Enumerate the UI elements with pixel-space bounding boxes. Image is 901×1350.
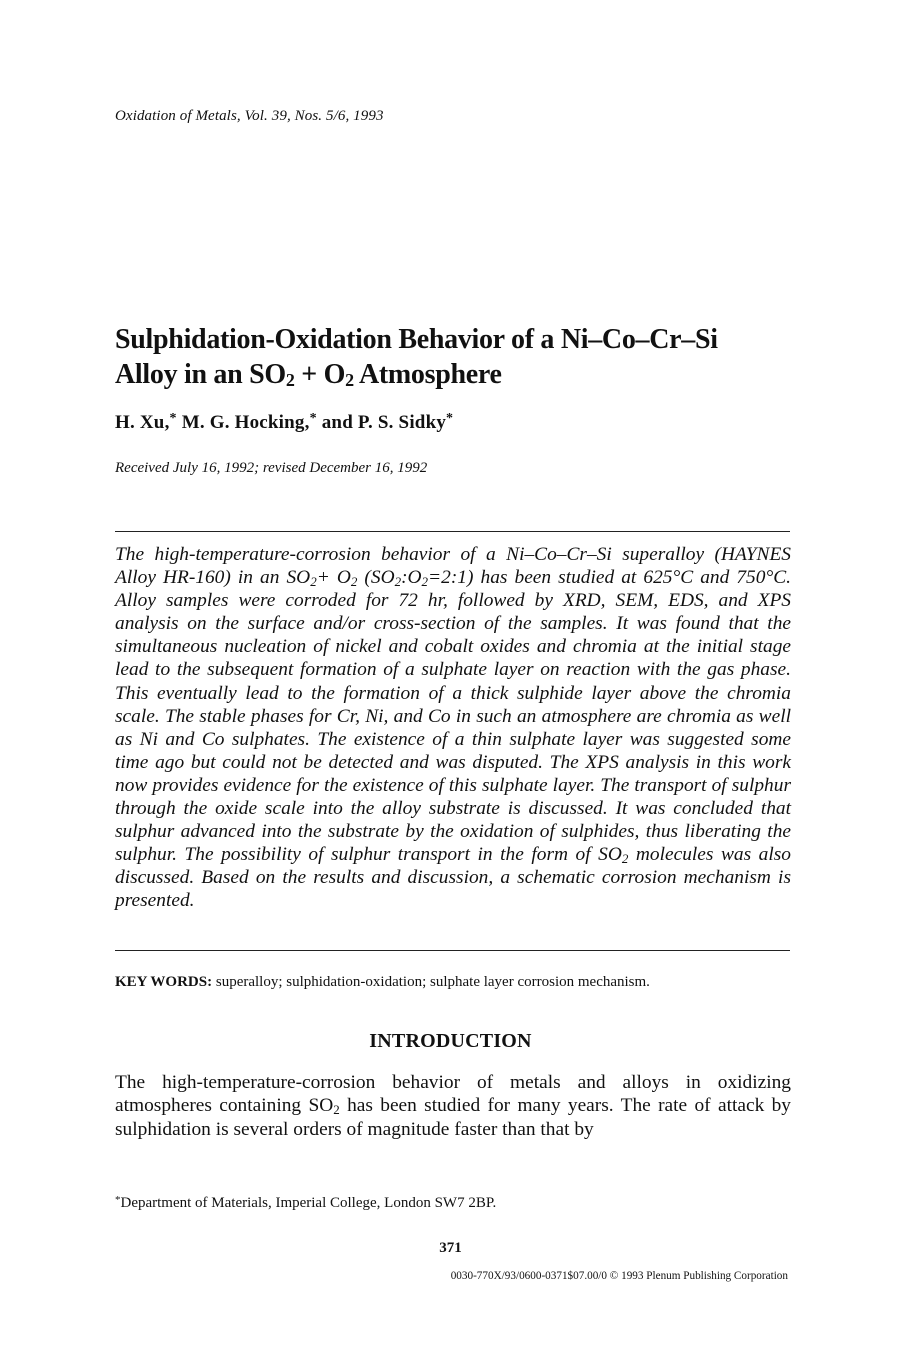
title-line-2-part: + O	[294, 359, 346, 390]
keywords-label: KEY WORDS:	[115, 974, 213, 990]
body-text: has been studied for many years. The rate of attack by sulphidation is several orders of magnitude faster than that by	[115, 1095, 791, 1140]
received-dates: Received July 16, 1992; revised December 16, 1992	[115, 460, 428, 476]
footnote-text: Department of Materials, Imperial College, London SW7 2BP.	[120, 1195, 497, 1211]
abstract-top-rule	[115, 531, 790, 532]
keywords-text: superalloy; sulphidation-oxidation; sulphate layer corrosion mechanism.	[212, 974, 650, 990]
subscript: 2	[421, 574, 429, 590]
subscript: 2	[333, 1102, 340, 1118]
page-number: 371	[439, 1240, 462, 1256]
journal-citation: Oxidation of Metals, Vol. 39, Nos. 5/6, 1993	[115, 108, 384, 124]
section-heading-introduction: INTRODUCTION	[369, 1030, 532, 1052]
footnote-mark: *	[115, 1194, 121, 1206]
abstract-bottom-rule	[115, 950, 790, 951]
subscript: 2	[345, 370, 354, 390]
title-line-2-part: Alloy in an SO	[115, 359, 286, 390]
subscript: 2	[285, 370, 295, 390]
author-name: P. S. Sidky	[357, 412, 447, 433]
keywords	[115, 974, 650, 991]
author-conjunction: and	[321, 412, 353, 433]
author-list	[115, 412, 453, 434]
author-name: M. G. Hocking,	[181, 412, 310, 433]
abstract-text: The high-temperature-corrosion behavior of a Ni–Co–Cr–Si superalloy (HAYNES Alloy HR-160) in an SO	[115, 544, 791, 589]
abstract	[115, 543, 791, 913]
abstract-text: :O	[401, 567, 422, 589]
abstract-text: molecules was also discussed. Based on the results and discussion, a schematic corrosion mechanism is presented.	[115, 844, 792, 912]
title-line-2-part: Atmosphere	[353, 359, 502, 390]
author-name: H. Xu,	[115, 412, 170, 433]
subscript: 2	[621, 851, 629, 867]
title-line-1: Sulphidation-Oxidation Behavior of a Ni–Co–Cr–Si	[115, 324, 718, 355]
subscript: 2	[350, 574, 358, 590]
affiliation-mark: *	[446, 411, 454, 426]
affiliation-mark: *	[169, 411, 177, 426]
abstract-text: =2:1) has been studied at 625°C and 750°C. Alloy samples were corroded for 72 hr, followed by XRD, SEM, EDS, and XPS analysis on the surface and/or cross-section of the samples. It was found that the simultaneous nucleation of nickel and cobalt oxides and chromia at the initial stage lead to the subsequent formation of a sulphate layer on reaction with the gas phase. This eventually lead to the formation of a thick sulphide layer above the chromia scale. The stable phases for Cr, Ni, and Co in such an atmosphere are chromia as well as Ni and Co sulphates. The existence of a thin sulphate layer was suggested some time ago but could not be detected and was disputed. The XPS analysis in this work now provides evidence for the existence of this sulphate layer. The transport of sulphur through the oxide scale into the alloy substrate is discussed. It was concluded that sulphur advanced into the substrate by the oxidation of sulphides, thus liberating the sulphur. The possibility of sulphur transport in the form of SO	[115, 567, 791, 866]
affiliation-mark: *	[309, 411, 317, 426]
affiliation-footnote	[115, 1195, 496, 1212]
abstract-text: + O	[316, 567, 351, 589]
abstract-text: (SO	[357, 567, 395, 589]
subscript: 2	[394, 574, 402, 590]
copyright-line: 0030-770X/93/0600-0371$07.00/0 © 1993 Plenum Publishing Corporation	[450, 1270, 788, 1282]
subscript: 2	[310, 574, 317, 590]
body-text: The high-temperature-corrosion behavior of metals and alloys in oxidizing atmospheres containing SO	[115, 1072, 791, 1117]
introduction-paragraph	[115, 1071, 791, 1141]
article-title	[115, 322, 815, 392]
